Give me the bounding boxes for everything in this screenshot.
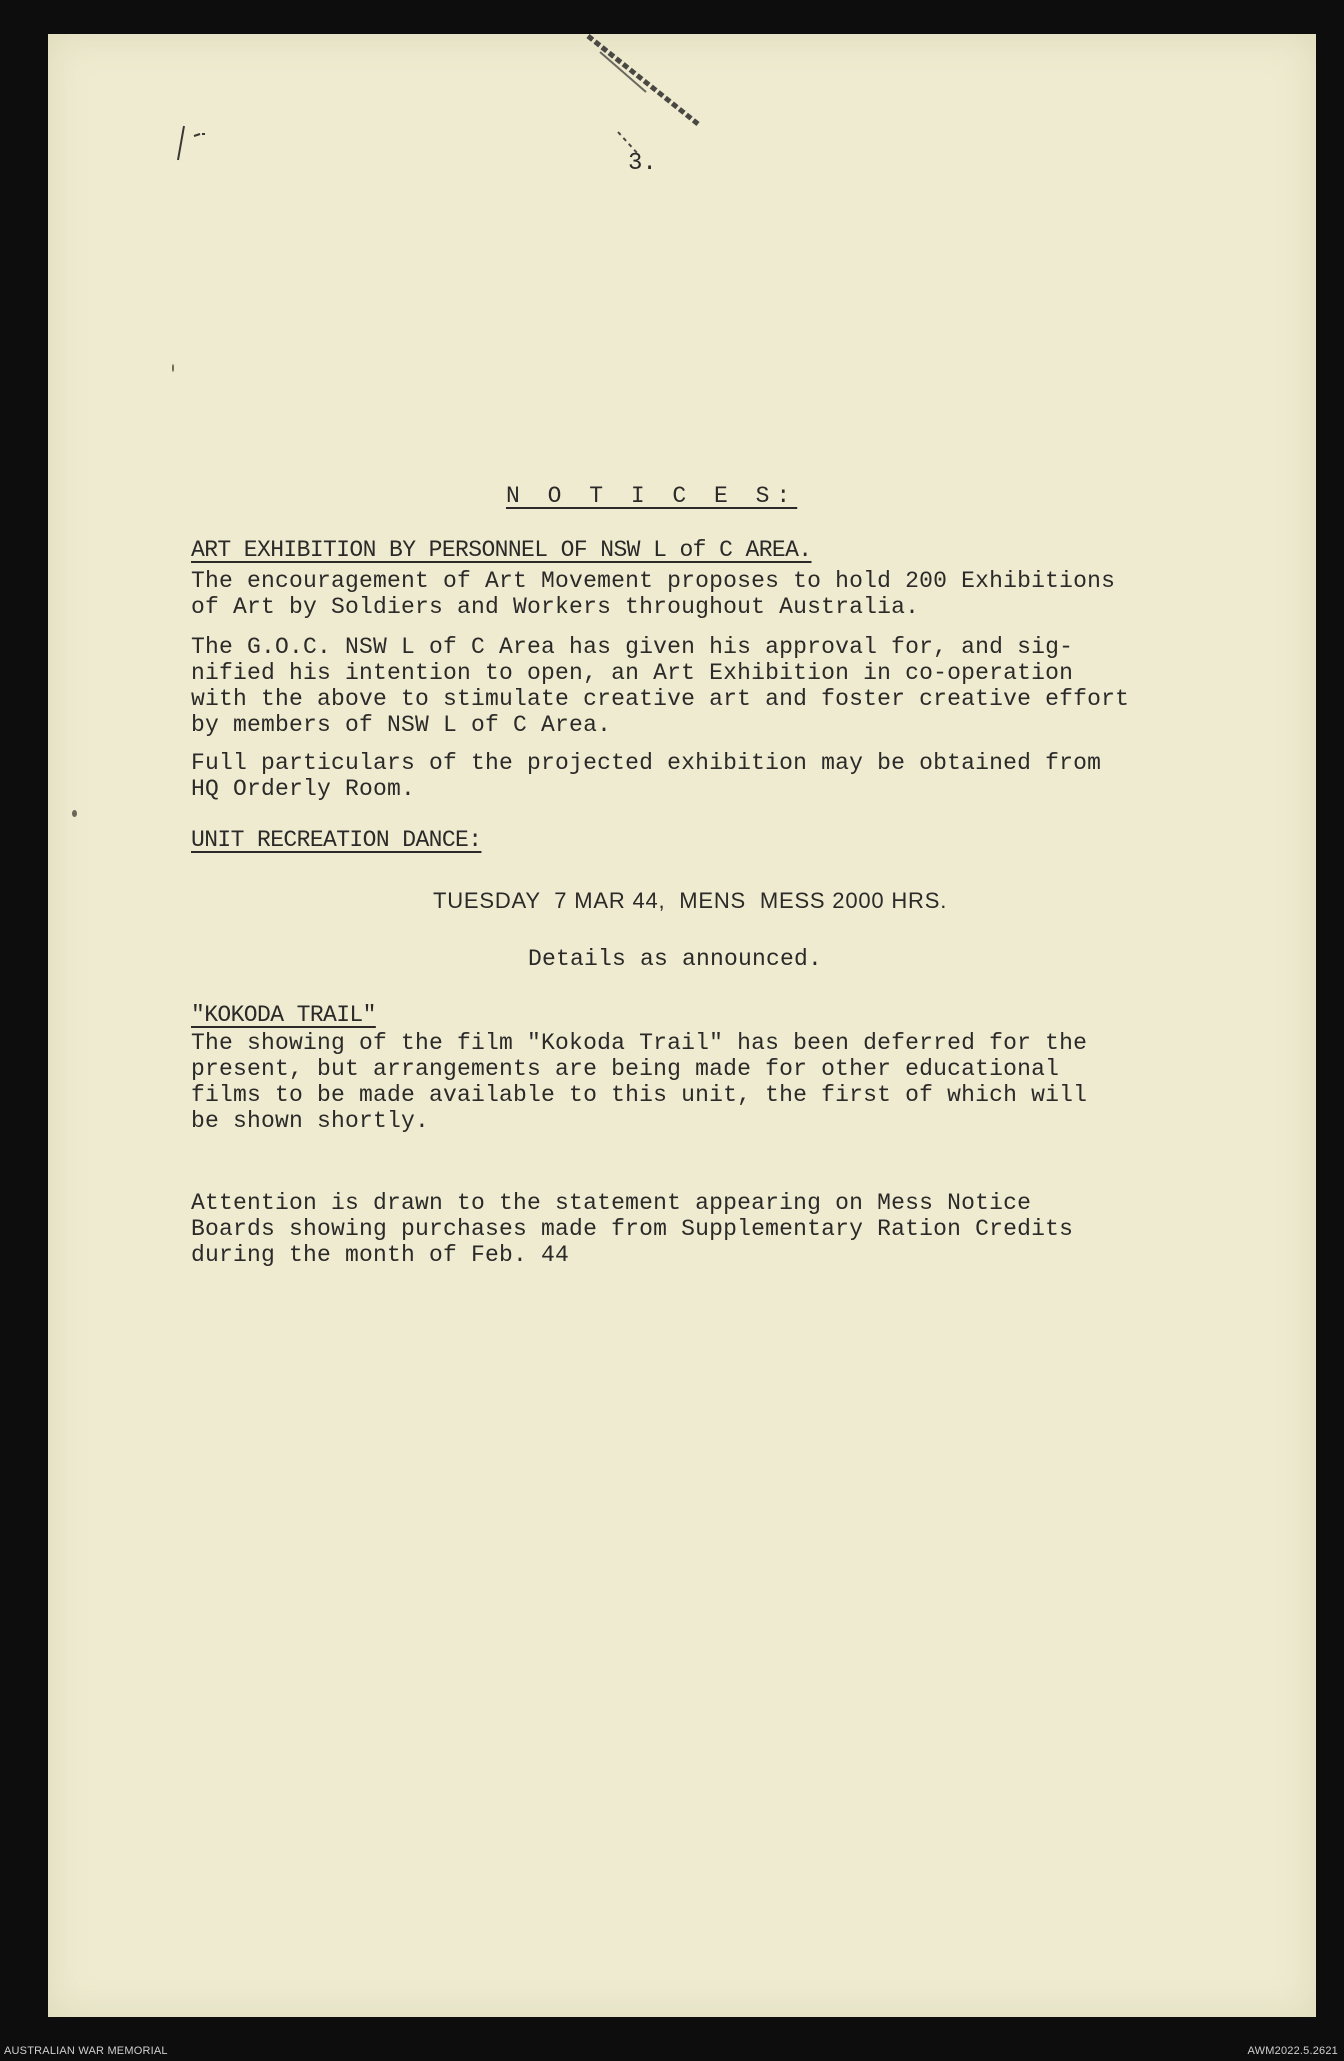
attention-line-1: Attention is drawn to the statement appearing on Mess Notice xyxy=(191,1190,1032,1216)
art-para-3-line-2: HQ Orderly Room. xyxy=(191,776,416,802)
document-page xyxy=(48,34,1316,2017)
section-title-kokoda-trail: "KOKODA TRAIL" xyxy=(191,1002,376,1028)
kokoda-line-4: be shown shortly. xyxy=(191,1108,430,1134)
dance-event-line: TUESDAY 7 MAR 44, MENS MESS 2000 HRS. xyxy=(433,888,948,913)
section-title-recreation-dance: UNIT RECREATION DANCE: xyxy=(191,827,482,853)
section-title-art-exhibition: ART EXHIBITION BY PERSONNEL OF NSW L of C AREA. xyxy=(191,537,812,563)
footer-reference: AWM2022.5.2621 xyxy=(1247,2045,1338,2057)
footer-credit: AUSTRALIAN WAR MEMORIAL xyxy=(4,2045,168,2057)
art-para-2-line-3: with the above to stimulate creative art and foster creative effort xyxy=(191,686,1130,712)
art-para-1-line-1: The encouragement of Art Movement proposes to hold 200 Exhibitions xyxy=(191,568,1116,594)
attention-line-3: during the month of Feb. 44 xyxy=(191,1242,570,1268)
art-para-3-line-1: Full particulars of the projected exhibition may be obtained from xyxy=(191,750,1102,776)
ink-scribble-mark xyxy=(136,70,216,170)
kokoda-line-1: The showing of the film "Kokoda Trail" has been deferred for the xyxy=(191,1030,1088,1056)
margin-dot xyxy=(172,364,174,372)
art-para-2-line-1: The G.O.C. NSW L of C Area has given his approval for, and sig- xyxy=(191,634,1074,660)
attention-line-2: Boards showing purchases made from Supplementary Ration Credits xyxy=(191,1216,1074,1242)
art-para-1-line-2: of Art by Soldiers and Workers throughout Australia. xyxy=(191,594,920,620)
art-para-2-line-4: by members of NSW L of C Area. xyxy=(191,712,612,738)
dance-details: Details as announced. xyxy=(528,946,823,972)
kokoda-line-3: films to be made available to this unit, the first of which will xyxy=(191,1082,1088,1108)
page-number: 3. xyxy=(628,150,657,177)
art-para-2-line-2: nified his intention to open, an Art Exhibition in co-operation xyxy=(191,660,1074,686)
margin-dot xyxy=(72,810,77,817)
notices-heading: N O T I C E S: xyxy=(506,483,798,509)
kokoda-line-2: present, but arrangements are being made for other educational xyxy=(191,1056,1060,1082)
